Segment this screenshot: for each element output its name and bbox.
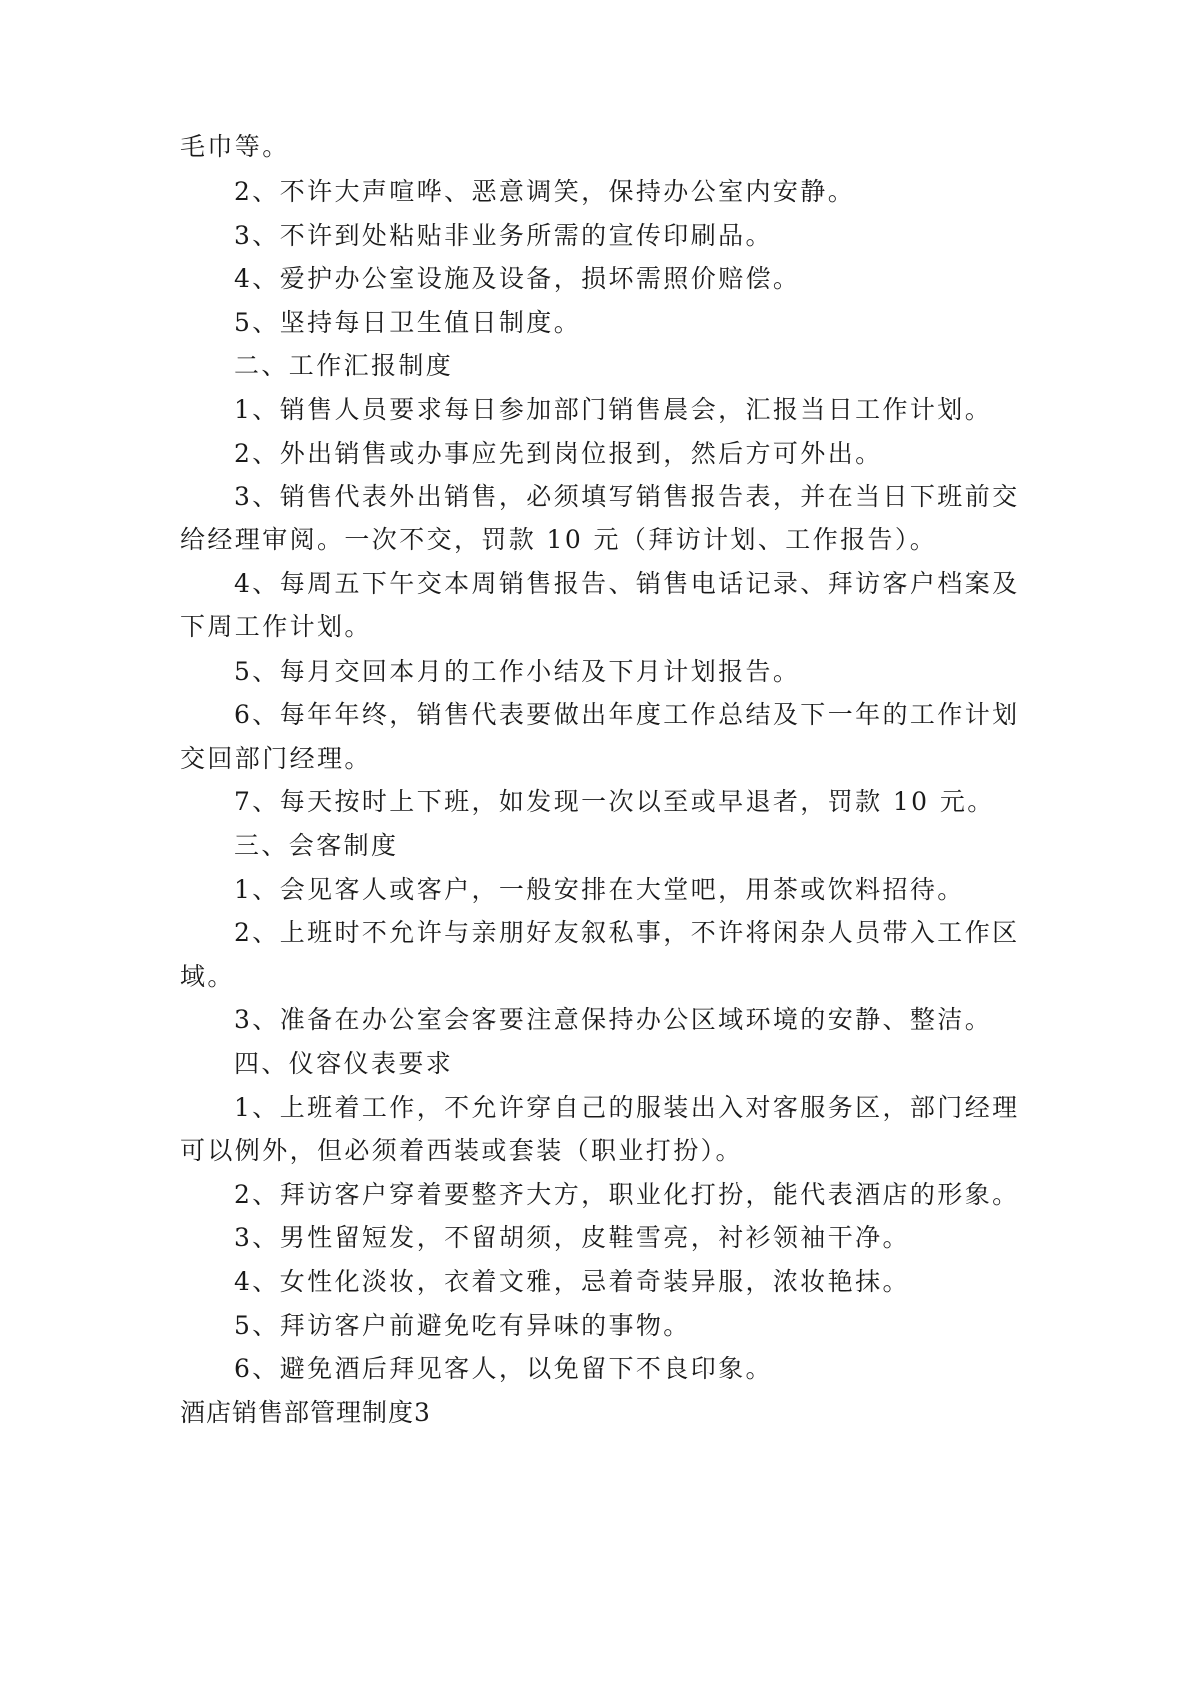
text-line: 毛巾等。	[180, 132, 290, 161]
list-item: 5、拜访客户前避免吃有异味的事物。	[234, 1311, 691, 1340]
list-item: 5、每月交回本月的工作小结及下月计划报告。	[234, 657, 801, 686]
list-item: 3、准备在办公室会客要注意保持办公区域环境的安静、整洁。	[234, 1005, 993, 1034]
section-heading: 四、仪容仪表要求	[234, 1049, 454, 1078]
list-item: 2、外出销售或办事应先到岗位报到，然后方可外出。	[234, 439, 883, 468]
list-item: 1、会见客人或客户，一般安排在大堂吧，用茶或饮料招待。	[234, 875, 965, 904]
list-item: 1、销售人员要求每日参加部门销售晨会，汇报当日工作计划。	[234, 395, 993, 424]
list-item: 2、上班时不允许与亲朋好友叙私事，不许将闲杂人员带入工作区	[234, 918, 1020, 947]
list-item: 3、销售代表外出销售，必须填写销售报告表，并在当日下班前交	[234, 482, 1020, 511]
text-line: 下周工作计划。	[180, 612, 372, 641]
section-heading: 二、工作汇报制度	[234, 351, 454, 380]
section-heading: 三、会客制度	[234, 831, 399, 860]
list-item: 4、每周五下午交本周销售报告、销售电话记录、拜访客户档案及	[234, 569, 1020, 598]
list-item: 4、女性化淡妆，衣着文雅，忌着奇装异服，浓妆艳抹。	[234, 1267, 910, 1296]
list-item: 1、上班着工作，不允许穿自己的服装出入对客服务区，部门经理	[234, 1093, 1020, 1122]
text-line: 可以例外，但必须着西装或套装（职业打扮）。	[180, 1136, 743, 1165]
list-item: 6、每年年终，销售代表要做出年度工作总结及下一年的工作计划	[234, 700, 1020, 729]
list-item: 7、每天按时上下班，如发现一次以至或早退者，罚款 10 元。	[234, 787, 995, 816]
list-item: 2、拜访客户穿着要整齐大方，职业化打扮，能代表酒店的形象。	[234, 1180, 1020, 1209]
list-item: 3、不许到处粘贴非业务所需的宣传印刷品。	[234, 221, 773, 250]
list-item: 3、男性留短发，不留胡须，皮鞋雪亮，衬衫领袖干净。	[234, 1223, 910, 1252]
list-item: 2、不许大声喧哗、恶意调笑，保持办公室内安静。	[234, 177, 856, 206]
next-document-title: 酒店销售部管理制度3	[180, 1398, 431, 1427]
text-line: 交回部门经理。	[180, 744, 372, 773]
text-line: 域。	[180, 962, 235, 991]
text-line: 给经理审阅。一次不交，罚款 10 元（拜访计划、工作报告）。	[180, 525, 938, 554]
list-item: 5、坚持每日卫生值日制度。	[234, 308, 582, 337]
list-item: 6、避免酒后拜见客人，以免留下不良印象。	[234, 1354, 773, 1383]
list-item: 4、爱护办公室设施及设备，损坏需照价赔偿。	[234, 264, 801, 293]
